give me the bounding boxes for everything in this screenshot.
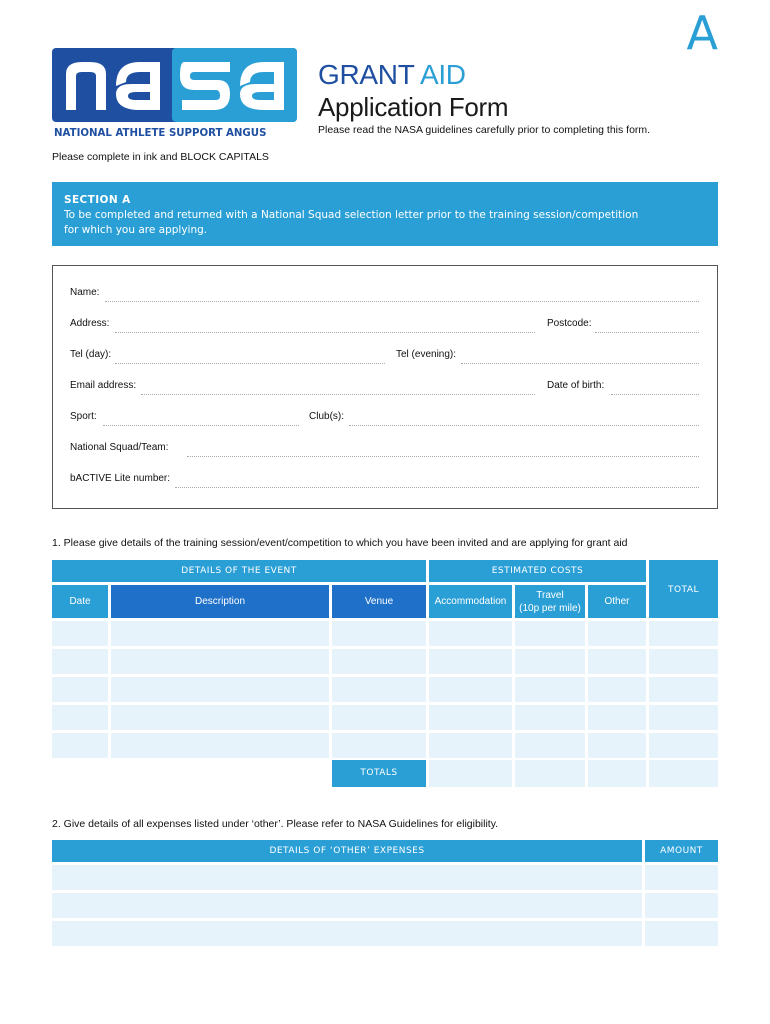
clubs-label: Club(s): bbox=[309, 411, 345, 422]
totals-accommodation-cell[interactable] bbox=[429, 760, 512, 787]
accommodation-cell[interactable] bbox=[429, 649, 512, 674]
header-other-expenses: DETAILS OF ‘OTHER’ EXPENSES bbox=[52, 840, 642, 862]
logo-tagline: NATIONAL ATHLETE SUPPORT ANGUS bbox=[54, 128, 267, 139]
section-instruction-line2: for which you are applying. bbox=[64, 224, 208, 236]
section-a-banner bbox=[52, 182, 718, 246]
tel-evening-label: Tel (evening): bbox=[396, 349, 457, 360]
guidelines-note: Please read the NASA guidelines carefully prior to completing this form. bbox=[318, 124, 651, 136]
header-accommodation: Accommodation bbox=[429, 585, 512, 618]
header-venue: Venue bbox=[332, 585, 426, 618]
ink-note: Please complete in ink and BLOCK CAPITALS bbox=[52, 151, 269, 163]
description-cell[interactable] bbox=[111, 705, 329, 730]
squad-label: National Squad/Team: bbox=[70, 442, 169, 453]
total-cell[interactable] bbox=[649, 621, 718, 646]
description-cell[interactable] bbox=[111, 649, 329, 674]
header-amount: AMOUNT bbox=[645, 840, 718, 862]
totals-other-cell[interactable] bbox=[588, 760, 646, 787]
address-field[interactable] bbox=[115, 332, 535, 333]
header-travel bbox=[515, 585, 585, 618]
date-cell[interactable] bbox=[52, 649, 108, 674]
expense-amount-cell[interactable] bbox=[645, 865, 718, 890]
personal-details-box bbox=[52, 265, 718, 509]
total-cell[interactable] bbox=[649, 677, 718, 702]
section-letter: A bbox=[686, 6, 718, 60]
other-cell[interactable] bbox=[588, 733, 646, 758]
header-total: TOTAL bbox=[649, 560, 718, 618]
date-cell[interactable] bbox=[52, 705, 108, 730]
other-cell[interactable] bbox=[588, 677, 646, 702]
title-aid: AID bbox=[419, 59, 466, 90]
expense-detail-cell[interactable] bbox=[52, 893, 642, 918]
date-cell[interactable] bbox=[52, 733, 108, 758]
travel-cell[interactable] bbox=[515, 733, 585, 758]
expense-detail-cell[interactable] bbox=[52, 865, 642, 890]
name-field[interactable] bbox=[105, 301, 699, 302]
totals-travel-cell[interactable] bbox=[515, 760, 585, 787]
header-travel-line2: (10p per mile) bbox=[519, 602, 581, 614]
clubs-field[interactable] bbox=[349, 425, 699, 426]
question-1: 1. Please give details of the training session/event/competition to which you have been invited and are applying for grant aid bbox=[52, 537, 628, 549]
nasa-logo bbox=[52, 48, 297, 140]
totals-total-cell[interactable] bbox=[649, 760, 718, 787]
header-other: Other bbox=[588, 585, 646, 618]
postcode-field[interactable] bbox=[595, 332, 699, 333]
bactive-label: bACTIVE Lite number: bbox=[70, 473, 171, 484]
description-cell[interactable] bbox=[111, 677, 329, 702]
question-2: 2. Give details of all expenses listed under ‘other’. Please refer to NASA Guidelines for eligibility. bbox=[52, 818, 499, 830]
totals-label: TOTALS bbox=[332, 760, 426, 787]
expense-detail-cell[interactable] bbox=[52, 921, 642, 946]
section-instruction-line1: To be completed and returned with a National Squad selection letter prior to the training session/competition bbox=[64, 209, 639, 221]
date-cell[interactable] bbox=[52, 677, 108, 702]
title-application-form: Application Form bbox=[318, 92, 509, 122]
section-title: SECTION A bbox=[64, 194, 131, 206]
address-label: Address: bbox=[70, 318, 110, 329]
email-field[interactable] bbox=[141, 394, 535, 395]
header-date: Date bbox=[52, 585, 108, 618]
accommodation-cell[interactable] bbox=[429, 677, 512, 702]
total-cell[interactable] bbox=[649, 649, 718, 674]
other-cell[interactable] bbox=[588, 649, 646, 674]
sport-label: Sport: bbox=[70, 411, 97, 422]
header-description: Description bbox=[111, 585, 329, 618]
header-travel-line1: Travel bbox=[536, 589, 564, 601]
postcode-label: Postcode: bbox=[547, 318, 592, 329]
total-cell[interactable] bbox=[649, 705, 718, 730]
accommodation-cell[interactable] bbox=[429, 621, 512, 646]
venue-cell[interactable] bbox=[332, 733, 426, 758]
name-label: Name: bbox=[70, 287, 100, 298]
total-cell[interactable] bbox=[649, 733, 718, 758]
travel-cell[interactable] bbox=[515, 677, 585, 702]
tel-day-label: Tel (day): bbox=[70, 349, 112, 360]
venue-cell[interactable] bbox=[332, 677, 426, 702]
travel-cell[interactable] bbox=[515, 649, 585, 674]
squad-field[interactable] bbox=[187, 456, 699, 457]
sport-field[interactable] bbox=[103, 425, 299, 426]
other-cell[interactable] bbox=[588, 621, 646, 646]
travel-cell[interactable] bbox=[515, 621, 585, 646]
dob-label: Date of birth: bbox=[547, 380, 605, 391]
email-label: Email address: bbox=[70, 380, 137, 391]
venue-cell[interactable] bbox=[332, 621, 426, 646]
accommodation-cell[interactable] bbox=[429, 733, 512, 758]
header-details-of-event: DETAILS OF THE EVENT bbox=[52, 560, 426, 582]
expense-amount-cell[interactable] bbox=[645, 893, 718, 918]
dob-field[interactable] bbox=[611, 394, 699, 395]
venue-cell[interactable] bbox=[332, 705, 426, 730]
description-cell[interactable] bbox=[111, 733, 329, 758]
form-title bbox=[318, 58, 508, 122]
other-cell[interactable] bbox=[588, 705, 646, 730]
bactive-field[interactable] bbox=[175, 487, 699, 488]
description-cell[interactable] bbox=[111, 621, 329, 646]
venue-cell[interactable] bbox=[332, 649, 426, 674]
header-estimated-costs: ESTIMATED COSTS bbox=[429, 560, 646, 582]
travel-cell[interactable] bbox=[515, 705, 585, 730]
tel-day-field[interactable] bbox=[115, 363, 385, 364]
accommodation-cell[interactable] bbox=[429, 705, 512, 730]
tel-evening-field[interactable] bbox=[461, 363, 699, 364]
title-grant: GRANT bbox=[318, 59, 414, 90]
date-cell[interactable] bbox=[52, 621, 108, 646]
expense-amount-cell[interactable] bbox=[645, 921, 718, 946]
